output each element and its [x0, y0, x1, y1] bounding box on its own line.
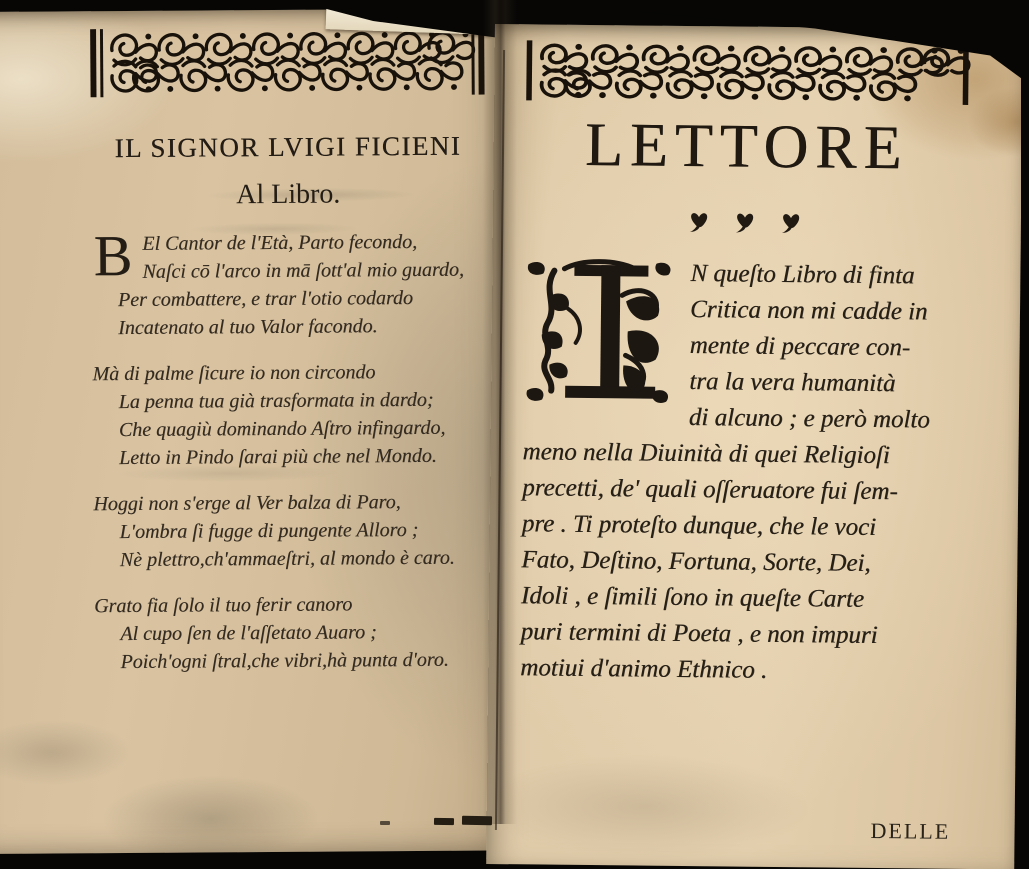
- text-line: Idoli , e ſimili ſono in queſte Carte: [520, 582, 865, 613]
- woodcut-initial-i-icon: [523, 258, 675, 410]
- poem-line: El Cantor de l'Età, Parto fecondo,: [142, 230, 418, 255]
- poem-line: Incatenato al tuo Valor facondo.: [118, 315, 378, 340]
- text-line: motiui d'animo Ethnico .: [520, 654, 768, 684]
- stanza: [94, 589, 489, 676]
- arabesque-headpiece-icon: [90, 25, 484, 100]
- poem: [92, 222, 489, 677]
- left-page-subtitle: Al Libro.: [236, 178, 341, 211]
- right-page-title: LETTORE: [584, 110, 909, 183]
- clipped-catchword-fragment: [380, 821, 390, 825]
- drop-cap-b: B: [93, 222, 133, 289]
- text-line: tra la vera humanità: [689, 368, 896, 398]
- left-page-title: IL SIGNOR LVIGI FICIENI: [114, 130, 462, 164]
- stanza: [93, 487, 488, 574]
- text-line: di alcuno ; e però molto: [688, 404, 930, 434]
- right-page: [486, 24, 1023, 869]
- poem-line: Poich'ogni ſtral,che vibri,hà punta d'oro.: [120, 648, 449, 674]
- stanza: [92, 358, 487, 473]
- poem-line: Al cupo ſen de l'aſſetato Auaro ;: [120, 621, 377, 646]
- text-line: puri termini di Poeta , e non impuri: [520, 618, 878, 650]
- poem-line: Naſci cō l'arco in mā ſott'al mio guardo,: [142, 258, 465, 283]
- text-line: Critica non mi cadde in: [689, 296, 928, 326]
- text-line: pre . Ti proteſto dunque, che le voci: [521, 510, 877, 542]
- text-line: Fato, Deſtino, Fortuna, Sorte, Dei,: [521, 546, 871, 577]
- clipped-catchword-fragment: [462, 816, 492, 826]
- left-page: [0, 8, 516, 854]
- stanza: [92, 222, 487, 343]
- text-line: meno nella Diuinità di quei Religioſi: [522, 438, 890, 470]
- poem-line: La penna tua già trasformata in dardo;: [118, 388, 434, 414]
- page-gutter: [483, 0, 517, 824]
- text-line: mente di peccare con-: [689, 332, 911, 362]
- poem-line: Mà di palme ſicure io non circondo: [92, 361, 376, 386]
- poem-line: Per combattere, e trar l'otio codardo: [117, 287, 414, 312]
- poem-line: Grato fia ſolo il tuo ferir canoro: [94, 593, 353, 618]
- backdrop-edge: [1021, 0, 1029, 824]
- catchword: DELLE: [870, 817, 951, 844]
- poem-line: Nè plettro,ch'ammaeſtri, al mondo è caro.: [119, 546, 455, 572]
- fleuron-row-icon: [680, 208, 812, 235]
- poem-line: Che quagiù dominando Aſtro infingardo,: [118, 416, 446, 442]
- poem-line: Letto in Pindo ſarai più che nel Mondo.: [119, 444, 437, 470]
- clipped-catchword-fragment: [434, 818, 454, 825]
- text-line: N queſto Libro di finta: [690, 260, 915, 290]
- poem-line: L'ombra ſi fugge di pungente Alloro ;: [119, 518, 419, 544]
- text-line: precetti, de' quali oſſeruatore fui ſem-: [522, 474, 898, 506]
- arabesque-headpiece-icon: [526, 38, 969, 107]
- preface-paragraph: [520, 254, 966, 691]
- poem-line: Hoggi non s'erge al Ver balza di Paro,: [93, 491, 401, 516]
